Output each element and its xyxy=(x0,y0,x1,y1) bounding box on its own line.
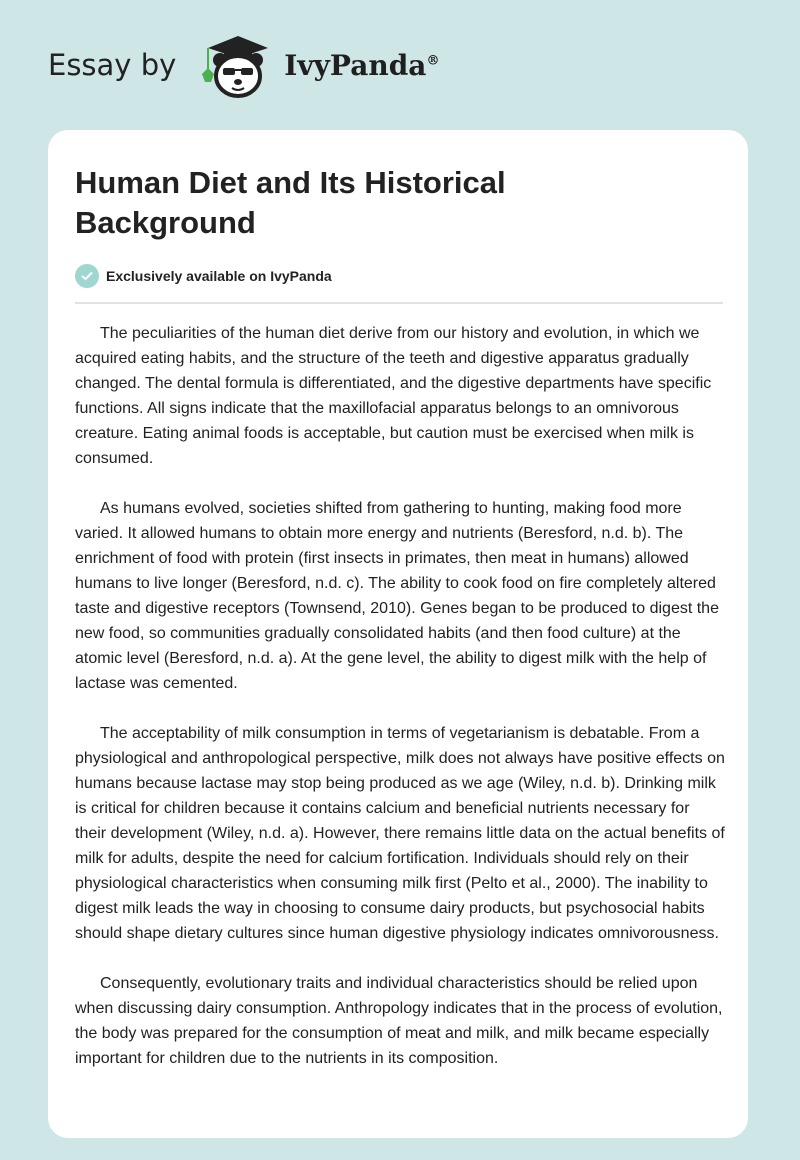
paragraph: Consequently, evolutionary traits and individual characteristics should be relied upon when discussing dairy consumption. Anthropology indicates that in the process of evolution, the body was prepared for the consumption of meat and milk, and milk became especially important for children due to the nutrients in its composition. xyxy=(75,975,723,1067)
paragraph: The peculiarities of the human diet derive from our history and evolution, in which we acquired eating habits, and the structure of the teeth and digestive apparatus gradually changed. The dental formula is differentiated, and the digestive departments have specific functions. All signs indicate that the maxillofacial apparatus belongs to an omnivorous creature. Eating animal foods is acceptable, but caution must be exercised when milk is consumed. xyxy=(75,325,712,467)
badge-text: Exclusively available on IvyPanda xyxy=(106,268,332,284)
page-title: Human Diet and Its Historical Background xyxy=(75,165,506,240)
header xyxy=(48,30,439,100)
essay-card xyxy=(48,130,748,1138)
paragraph: The acceptability of milk consumption in terms of vegetarianism is debatable. From a physiological and anthropological perspective, milk does not always have positive effects on humans because lactase may stop being produced as we age (Wiley, n.d. b). Drinking milk is critical for children because it contains calcium and beneficial nutrients necessary for their development (Wiley, n.d. a). However, there remains little data on the actual benefits of milk for adults, despite the need for calcium fortification. Individuals should rely on their physiological characteristics when consuming milk first (Pelto et al., 2000). The inability to digest milk leads the way in choosing to consume dairy products, but psychosocial habits should shape dietary cultures since human digestive physiology indicates omnivorousness. xyxy=(75,725,725,942)
essay-body xyxy=(75,321,725,1096)
ivypanda-logo[interactable] xyxy=(196,30,439,100)
paragraph: As humans evolved, societies shifted from gathering to hunting, making food more varied. It allowed humans to obtain more energy and nutrients (Beresford, n.d. b). The enrichment of food with protein (first insects in primates, then meat in humans) allowed humans to live longer (Beresford, n.d. c). The ability to cook food on fire completely altered taste and digestive receptors (Townsend, 2010). Genes began to be produced to digest the new food, so communities gradually consolidated habits (and then food culture) at the atomic level (Beresford, n.d. a). At the gene level, the ability to digest milk with the help of lactase was cemented. xyxy=(75,500,719,692)
brand-text: IvyPanda xyxy=(284,48,427,82)
brand-name xyxy=(284,49,439,82)
divider xyxy=(75,302,723,304)
essay-by-label: Essay by xyxy=(48,48,177,82)
panda-logo-icon xyxy=(196,30,276,100)
check-icon xyxy=(75,264,99,288)
registered-mark: ® xyxy=(426,53,440,69)
exclusive-badge xyxy=(75,264,332,288)
